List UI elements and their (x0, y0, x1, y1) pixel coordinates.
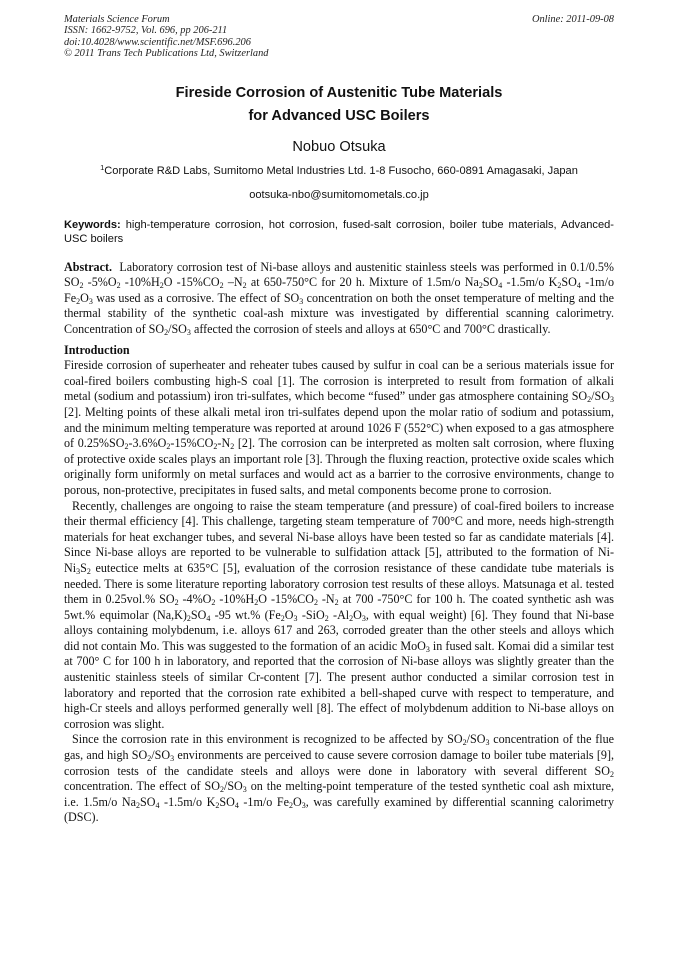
author-name: Nobuo Otsuka (292, 138, 386, 155)
page-header (64, 14, 614, 60)
keywords-label: Keywords: (64, 218, 121, 231)
affiliation-text: Corporate R&D Labs, Sumitomo Metal Industries Ltd. 1-8 Fusocho, 660-0891 Amagasaki, Japan (104, 164, 578, 177)
title-line-1: Fireside Corrosion of Austenitic Tube Materials (175, 84, 503, 101)
intro-paragraph-2: Recently, challenges are ongoing to raise the steam temperature (and pressure) of coal-fired boilers to increase their thermal efficiency [4]. This challenge, targeting steam temperature of 700°C and more, needs high-strength materials for heat exchanger tubes, and several Ni-base alloys have been tested so far as candidate materials [4]. Since Ni-base alloys are reported to be vulnerable to sulfidation attack [5], attributed to the formation of $Ni-Ni_3S_2$ eutectice melts at 635°C [5], evaluation of the corrosion resistance of these candidate tube materials is needed. There is some literature reporting laboratory corrosion test results of these alloys. Matsunaga et al. tested them in 0.25vol.% $SO_2$ $-4\%O_2$ $-10\%H_2O$ $-15\%CO_2$ $-N_2$ at 700 -750°C for 100 h. The coated synthetic ash was 5wt.% equimolar $(Na,K)_2SO_4$ -95 wt.% ($Fe_2O_3$ -SiO$_2$ $-Al_2O_3$, with equal weight) [6]. They found that Ni-base alloys containing molybdenum, i.e. alloys 617 and 263, corroded greater than the other steels and alloys which did not contain Mo. This was suggested to the formation of an acidic MoO$_3$ in fused salt. Komai did a similar test at 700° C for 100 h in laboratory, and reported that the corrosion of Ni-base alloys was slightly greater than the austenitic stainless steels of similar Cr-content [7]. The present author conducted a similar corrosion test in laboratory and reported that the corrosion rate exhibited a bell-shaped curve with respect to temperature, and high-Cr steels and alloys performed generally well [8]. The effect of molybdenum addition to Ni-base alloys on corrosion was slight. (64, 498, 614, 731)
abstract (64, 260, 614, 338)
affiliation (64, 164, 614, 178)
copyright-line: © 2011 Trans Tech Publications Ltd, Switzerland (64, 48, 269, 60)
abstract-label: Abstract. (64, 259, 113, 274)
journal-name: Materials Science Forum (64, 14, 170, 25)
author-email[interactable]: ootsuka-nbo@sumitomometals.co.jp (249, 188, 429, 201)
doi-line: doi:10.4028/www.scientific.net/MSF.696.206 (64, 36, 251, 48)
issn-line: ISSN: 1662-9752, Vol. 696, pp 206-211 (64, 25, 228, 37)
journal-info (64, 14, 268, 60)
introduction-body (64, 358, 614, 826)
abstract-text: Laboratory corrosion test of Ni-base alloys and austenitic stainless steels was performed in 0.1/0.5% $SO_2$ $-5\%O_2$ $-10\%H_2O$ $-15\%CO_2$ $-N_2$ at 650-750°C for 20 h. Mixture of 1.5m/o $Na_2SO_4$ -1.5m/o $K_2SO_4$ -1m/o $Fe_2O_3$ was used as a corrosive. The effect of $SO_3$ concentration on both the onset temperature of melting and the thermal stability of the synthetic coal-ash mixture was investigated by differential scanning calorimetry. Concentration of $SO_2/SO_3$ affected the corrosion of steels and alloys at 650°C and 700°C drastically. (64, 259, 614, 337)
paper-title (64, 82, 614, 128)
keywords-text: high-temperature corrosion, hot corrosion, fused-salt corrosion, boiler tube materials, Advanced-USC boilers (64, 218, 614, 245)
keywords (64, 218, 614, 246)
affiliation-mark: 1 (100, 162, 105, 172)
title-line-2: for Advanced USC Boilers (248, 107, 430, 124)
online-date: Online: 2011-09-08 (531, 14, 614, 25)
intro-paragraph-1: Fireside corrosion of superheater and reheater tubes caused by sulfur in coal can be a serious materials issue for coal-fired boilers combusting high-S coal [1]. The corrosion is interpreted to result from formation of alkali metal (sodium and potassium) iron tri-sulfates, which become “fused” under gas atmosphere containing $SO_2/SO_3$ [2]. Melting points of these alkali metal iron tri-sulfates depend upon the molar ratio of sodium and potassium, and the minimum melting temperature was reported at around 1026 F (552°C) when exposed to a gas atmosphere of $0.25\%SO_2-3.6\%O_2-15\%CO_2-N_2$ [2]. The corrosion can be interpreted as molten salt corrosion, where fluxing of protective oxide scales plays an important role [3]. Through the fluxing reaction, protective oxide scales which originally form uniformly on metal surfaces and would act as a barrier to the corrosive environments, change to porous, non-protective, precipitates in fused salts, and metal components become prone to corrosion. (64, 358, 614, 497)
intro-paragraph-3: Since the corrosion rate in this environment is recognized to be affected by $SO_2/SO_3$ concentration of the flue gas, and high $SO_2/SO_3$ environments are perceived to cause severe corrosion damage to boiler tube materials [9], corrosion tests of the candidate steels and alloys were done in laboratory with several different $SO_2$ concentration. The effect of $SO_2/SO_3$ on the melting-point temperature of the tested synthetic coal ash mixture, i.e. 1.5m/o $Na_2SO_4$ -1.5m/o $K_2SO_4$ -1m/o $Fe_2O_3$, was carefully examined by differential scanning calorimetry (DSC). (64, 732, 615, 825)
section-heading-introduction: Introduction (64, 342, 130, 357)
